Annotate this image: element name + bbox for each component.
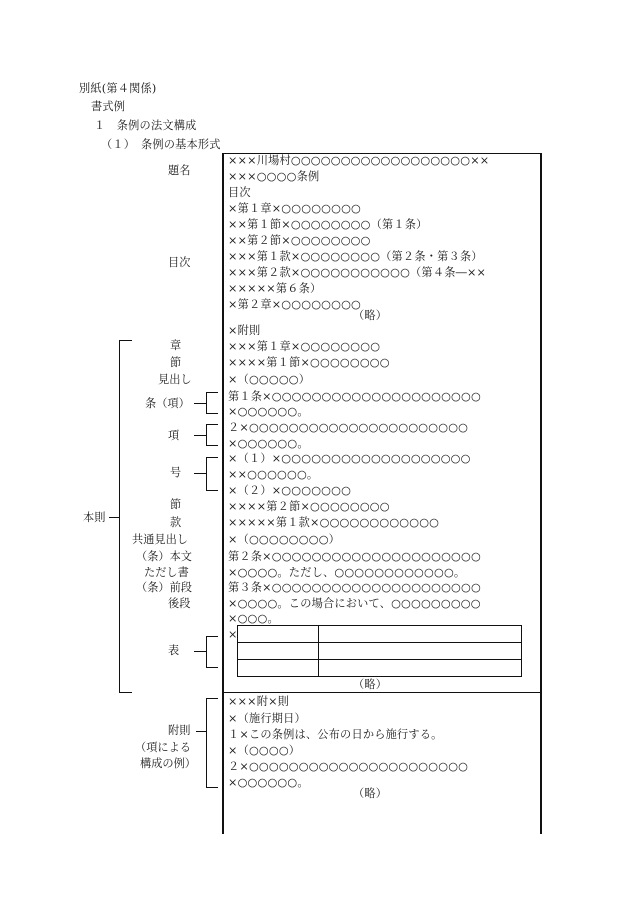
- article-bracket-top: [206, 392, 218, 393]
- attachment-label: 別紙(第４関係): [79, 82, 157, 95]
- article-bracket-bottom: [206, 413, 218, 414]
- main-body-bracket: [119, 340, 120, 693]
- table-connector: [194, 651, 206, 652]
- bracket-mid-tick: [109, 517, 119, 518]
- label-first-part: （条）前段: [136, 581, 192, 594]
- content-line: ×（１）×○○○○○○○○○○○○○○○○○○○: [228, 452, 471, 465]
- content-line: ×××××第１款×○○○○○○○○○○○○: [228, 516, 440, 529]
- content-line: ×○○○○○○。: [228, 437, 309, 450]
- label-second-part: 後段: [168, 597, 191, 610]
- label-chapter: 章: [170, 339, 182, 352]
- content-line: １×この条例は、公布の日から施行する。: [228, 728, 443, 741]
- content-line: ×○○○○。この場合において、○○○○○○○○○: [228, 597, 481, 610]
- content-line: ×（○○○○○）: [228, 373, 311, 386]
- paragraph-bracket-bottom: [206, 445, 218, 446]
- content-line: ××××第２節×○○○○○○○○: [228, 500, 390, 513]
- content-line: ×××川場村○○○○○○○○○○○○○○○○○○××: [228, 154, 490, 167]
- subsection-heading: （１） 条例の基本形式: [101, 138, 221, 151]
- item-bracket: [206, 457, 207, 491]
- label-article: 条（項）: [145, 397, 190, 410]
- label-supp-note1: （項による: [135, 741, 191, 754]
- table-cell: [238, 626, 319, 643]
- label-heading: 見出し: [158, 373, 192, 386]
- content-line: ×第２章×○○○○○○○○: [228, 298, 362, 311]
- bracket-top-tick: [119, 340, 132, 341]
- bracket-bottom-tick: [119, 692, 132, 693]
- table-cell: [319, 660, 522, 677]
- label-main-text: （条）本文: [136, 550, 192, 563]
- label-main-body: 本則: [83, 511, 106, 524]
- content-line: ×××××第６条）: [228, 282, 322, 295]
- content-line: ××××第１節×○○○○○○○○: [228, 356, 390, 369]
- table-row: [238, 660, 522, 677]
- content-line: ×○○○○○○。: [228, 405, 309, 418]
- content-line: ×第１章×○○○○○○○○: [228, 202, 362, 215]
- label-supp-note2: 構成の例）: [140, 757, 196, 770]
- content-line: ×××附×則: [228, 695, 290, 708]
- content-line: 第３条×○○○○○○○○○○○○○○○○○○○○○: [228, 581, 481, 594]
- label-item: 号: [170, 466, 182, 479]
- content-line: ×○○○○○○。: [228, 776, 309, 789]
- label-section: 節: [170, 356, 182, 369]
- content-line: ×○○○○。ただし、○○○○○○○○○○○○。: [228, 566, 466, 579]
- label-paragraph: 項: [168, 429, 180, 442]
- supp-bracket: [206, 698, 207, 788]
- section-heading: １ 条例の法文構成: [94, 119, 197, 132]
- article-connector: [194, 403, 206, 404]
- table-cell: [238, 660, 319, 677]
- content-line: ２×○○○○○○○○○○○○○○○○○○○○○○: [228, 760, 469, 773]
- supp-bracket-bottom: [206, 787, 218, 788]
- label-common-heading: 共通見出し: [132, 533, 188, 546]
- content-line: 第２条×○○○○○○○○○○○○○○○○○○○○○: [228, 550, 481, 563]
- content-line: ×（２）×○○○○○○○: [228, 484, 352, 497]
- content-line: ×××○○○○条例: [228, 170, 320, 183]
- table-row: [238, 626, 522, 643]
- paragraph-bracket-top: [206, 424, 218, 425]
- paragraph-connector: [194, 435, 206, 436]
- table-cell: [238, 643, 319, 660]
- table-prefix: ×: [228, 628, 238, 641]
- table-row: [238, 643, 522, 660]
- item-bracket-top: [206, 457, 218, 458]
- content-line: ×××第１章×○○○○○○○○: [228, 340, 381, 353]
- label-section2: 節: [170, 498, 182, 511]
- label-proviso: ただし書: [144, 566, 189, 579]
- article-bracket: [206, 392, 207, 414]
- paragraph-bracket: [206, 424, 207, 446]
- table-bracket-bottom: [206, 667, 218, 668]
- content-line: 目次: [228, 186, 251, 199]
- omitted-mark: （略）: [353, 678, 388, 691]
- content-line: ×附則: [228, 324, 261, 337]
- content-line: ２×○○○○○○○○○○○○○○○○○○○○○○: [228, 421, 469, 434]
- table-bracket: [206, 636, 207, 668]
- omitted-mark: （略）: [353, 787, 388, 800]
- table-bracket-top: [206, 636, 218, 637]
- content-line: ×○○○。: [228, 612, 279, 625]
- content-line: ××○○○○○○。: [228, 468, 319, 481]
- content-line: 第１条×○○○○○○○○○○○○○○○○○○○○○: [228, 390, 481, 403]
- table-cell: [319, 643, 522, 660]
- content-line: ×××第１款×○○○○○○○○（第２条・第３条）: [228, 250, 483, 263]
- label-supplementary: 附則: [168, 724, 191, 737]
- supp-bracket-top: [206, 698, 218, 699]
- content-line: ×（施行期日）: [228, 712, 306, 725]
- item-bracket-bottom: [206, 490, 218, 491]
- table-cell: [319, 626, 522, 643]
- content-line: ××第１節×○○○○○○○○（第１条）: [228, 218, 428, 231]
- section-divider: [222, 692, 540, 693]
- label-subsection: 款: [170, 516, 182, 529]
- format-title: 書式例: [91, 100, 126, 113]
- content-line: ××第２節×○○○○○○○○: [228, 234, 371, 247]
- content-line: ×（○○○○）: [228, 744, 301, 757]
- content-line: ×（○○○○○○○○）: [228, 533, 341, 546]
- label-table: 表: [168, 644, 180, 657]
- omitted-mark: （略）: [353, 309, 388, 322]
- label-title: 題名: [168, 164, 191, 177]
- content-line: ×××第２款×○○○○○○○○○○○（第４条―××: [228, 266, 487, 279]
- label-toc: 目次: [168, 256, 191, 269]
- sample-table: [237, 625, 522, 677]
- item-connector: [194, 473, 206, 474]
- supp-connector: [196, 731, 206, 732]
